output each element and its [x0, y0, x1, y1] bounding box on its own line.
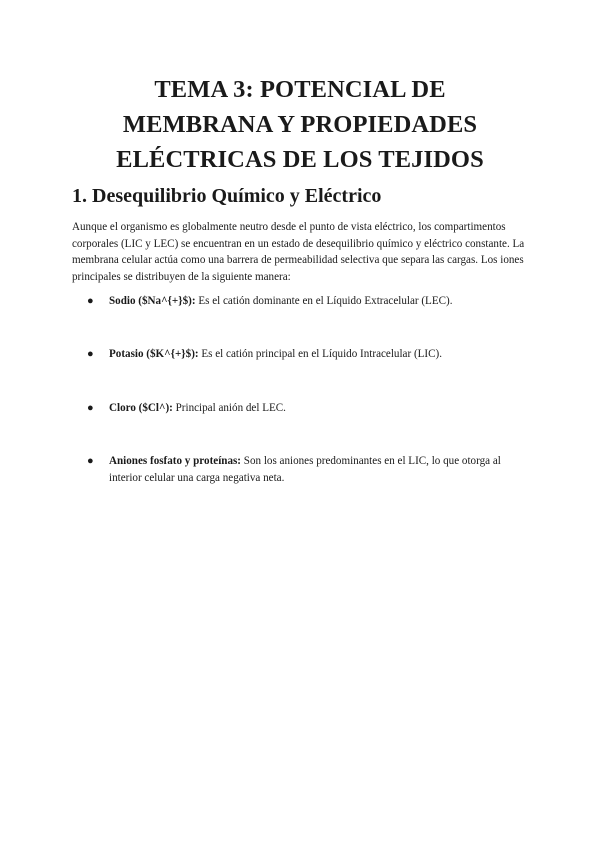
intro-paragraph	[72, 219, 534, 285]
list-item-line	[109, 400, 529, 417]
document-title	[60, 72, 540, 177]
bullet-icon: ●	[87, 348, 94, 360]
intro-line: membrana celular actúa como una barrera de permeabilidad selectiva que separa las cargas. Los iones	[72, 254, 524, 266]
intro-line: principales se distribuyen de la siguiente manera:	[72, 270, 291, 283]
intro-line: corporales (LIC y LEC) se encuentran en un estado de desequilibrio químico y eléctrico constante. La	[72, 237, 525, 250]
list-item-term: Cloro ($Cl^):	[109, 402, 173, 414]
list-item-text	[109, 293, 529, 310]
bullet-icon: ●	[87, 402, 94, 414]
list-item-description: Es el catión principal en el Líquido Intracelular (LIC).	[201, 348, 442, 360]
list-item-description: Principal anión del LEC.	[175, 402, 286, 414]
bullet-icon: ●	[87, 455, 94, 467]
list-item-text	[109, 346, 529, 363]
title-line: ELÉCTRICAS DE LOS TEJIDOS	[116, 146, 484, 173]
list-item-description: Son los aniones predominantes en el LIC, lo que otorga al	[243, 455, 501, 467]
title-line: MEMBRANA Y PROPIEDADES	[122, 111, 478, 138]
list-item-term: Aniones fosfato y proteínas:	[109, 455, 241, 467]
title-line: TEMA 3: POTENCIAL DE	[154, 76, 446, 103]
list-item-text	[109, 400, 529, 417]
list-item-term: Potasio ($K^{+}$):	[109, 348, 199, 360]
list-item-term: Sodio ($Na^{+}$):	[109, 295, 196, 307]
bullet-icon: ●	[87, 295, 94, 307]
intro-line: Aunque el organismo es globalmente neutro desde el punto de vista eléctrico, los compartimentos	[72, 221, 506, 233]
list-item-line	[109, 293, 529, 310]
list-item-description: Es el catión dominante en el Líquido Extracelular (LEC).	[198, 295, 453, 307]
list-item-line	[109, 453, 529, 470]
list-item-text	[109, 453, 529, 486]
list-item-line: interior celular una carga negativa neta.	[109, 471, 285, 484]
section-heading: 1. Desequilibrio Químico y Eléctrico	[72, 185, 382, 207]
list-item-line	[109, 346, 529, 363]
